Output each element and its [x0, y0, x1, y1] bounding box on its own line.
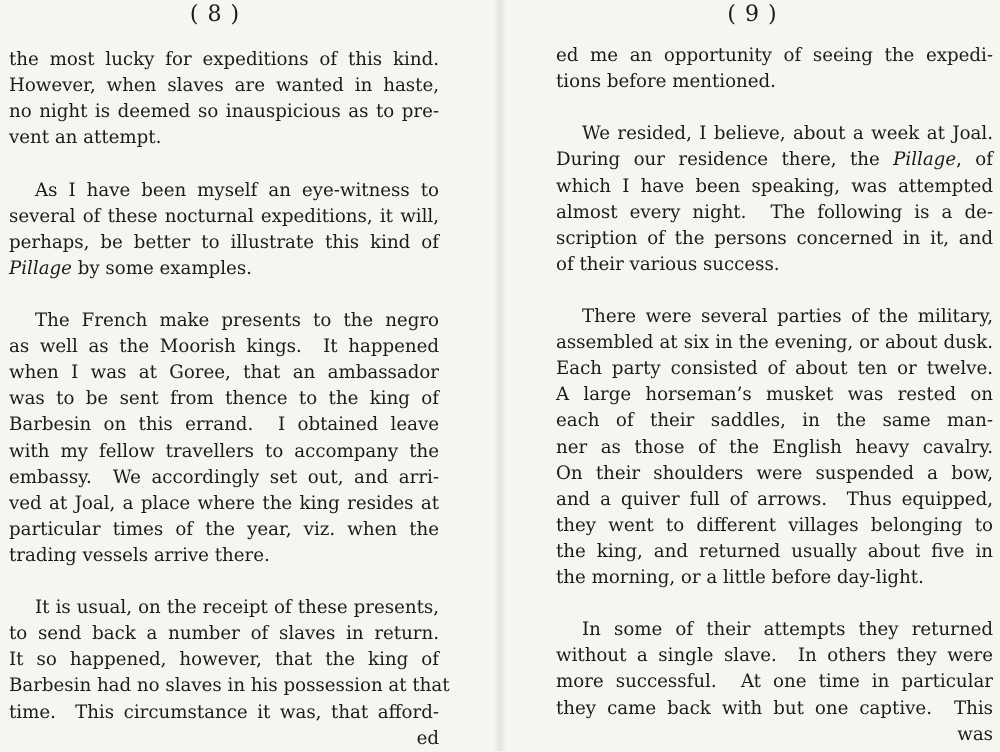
text-line: the king, and returned usually about five in — [556, 540, 993, 562]
text-line: There were several parties of the military, — [582, 306, 993, 327]
text-span: , of — [956, 149, 993, 171]
text-line: embassy. We accordingly set out, and arri- — [9, 466, 439, 488]
text-line — [556, 147, 993, 173]
text-line: In some of their attempts they returned — [582, 619, 993, 641]
text-line: as well as the Moorish kings. It happened — [9, 336, 439, 358]
text-line: We resided, I believe, about a week at Joal. — [582, 123, 993, 145]
text-line: no night is deemed so inauspicious as to pre- — [9, 101, 439, 123]
italic-word: Pillage — [9, 257, 72, 279]
text-line: perhaps, be better to illustrate this kind of — [9, 231, 439, 253]
text-line: ved at Joal, a place where the king resides at — [9, 492, 439, 514]
text-line: they went to different villages belonging to — [556, 514, 993, 536]
text-line: Barbesin had no slaves in his possession at that — [9, 675, 450, 697]
text-line: The French make presents to the negro — [35, 310, 439, 331]
text-line: trading vessels arrive there. — [9, 544, 270, 566]
text-line: several of these nocturnal expeditions, it will, — [9, 205, 439, 227]
text-line: and a quiver full of arrows. Thus equipped, — [556, 488, 993, 510]
text-line: which I have been speaking, was attempted — [556, 175, 993, 197]
text-line: particular times of the year, viz. when the — [9, 518, 439, 540]
text-line: each of their saddles, in the same man- — [556, 410, 993, 432]
text-line: of their various success. — [556, 253, 780, 275]
text-line: However, when slaves are wanted in haste, — [9, 75, 439, 97]
italic-word: Pillage — [893, 149, 957, 171]
text-span: During our residence there, the — [556, 149, 894, 171]
text-line: the morning, or a little before day-light. — [556, 567, 924, 588]
text-line: to send back a number of slaves in return. — [9, 623, 439, 645]
text-line: scription of the persons concerned in it, and — [556, 227, 993, 249]
text-line: more successful. At one time in particular — [556, 671, 993, 693]
text-line: was — [957, 723, 993, 745]
left-page — [0, 0, 495, 751]
text-line: It is usual, on the receipt of these presents, — [35, 597, 439, 619]
right-page — [505, 0, 1000, 751]
text-line: vent an attempt. — [9, 127, 162, 149]
text-line: As I have been myself an eye-witness to — [35, 179, 439, 201]
text-line: time. This circumstance it was, that afford- — [9, 701, 439, 723]
text-line: ed me an opportunity of seeing the expedi- — [556, 45, 993, 66]
text-line: was to be sent from thence to the king of — [9, 388, 439, 410]
text-line: Barbesin on this errand. I obtained leave — [9, 414, 439, 436]
text-line: ed — [416, 727, 439, 749]
text-line — [9, 256, 439, 282]
text-line: without a single slave. In others they were — [556, 645, 993, 667]
text-line: they came back with but one captive. This — [556, 697, 993, 719]
text-line: when I was at Goree, that an ambassador — [9, 362, 439, 384]
text-line: with my fellow travellers to accompany the — [9, 440, 439, 462]
text-line: Each party consisted of about ten or twelve. — [556, 358, 993, 380]
page-number: ( 9 ) — [727, 2, 778, 27]
text-line: A large horseman’s musket was rested on — [556, 384, 993, 406]
text-line: assembled at six in the evening, or about dusk. — [556, 332, 993, 354]
text-line: It so happened, however, that the king of — [9, 649, 439, 671]
text-line: ner as those of the English heavy cavalry. — [556, 436, 993, 458]
text-line: almost every night. The following is a de- — [556, 201, 993, 223]
text-line: On their shoulders were suspended a bow, — [556, 462, 993, 484]
page-number: ( 8 ) — [189, 2, 241, 27]
text-span: by some examples. — [71, 257, 252, 279]
text-line: tions before mentioned. — [556, 71, 776, 93]
text-line: the most lucky for expeditions of this kind. — [9, 49, 439, 70]
